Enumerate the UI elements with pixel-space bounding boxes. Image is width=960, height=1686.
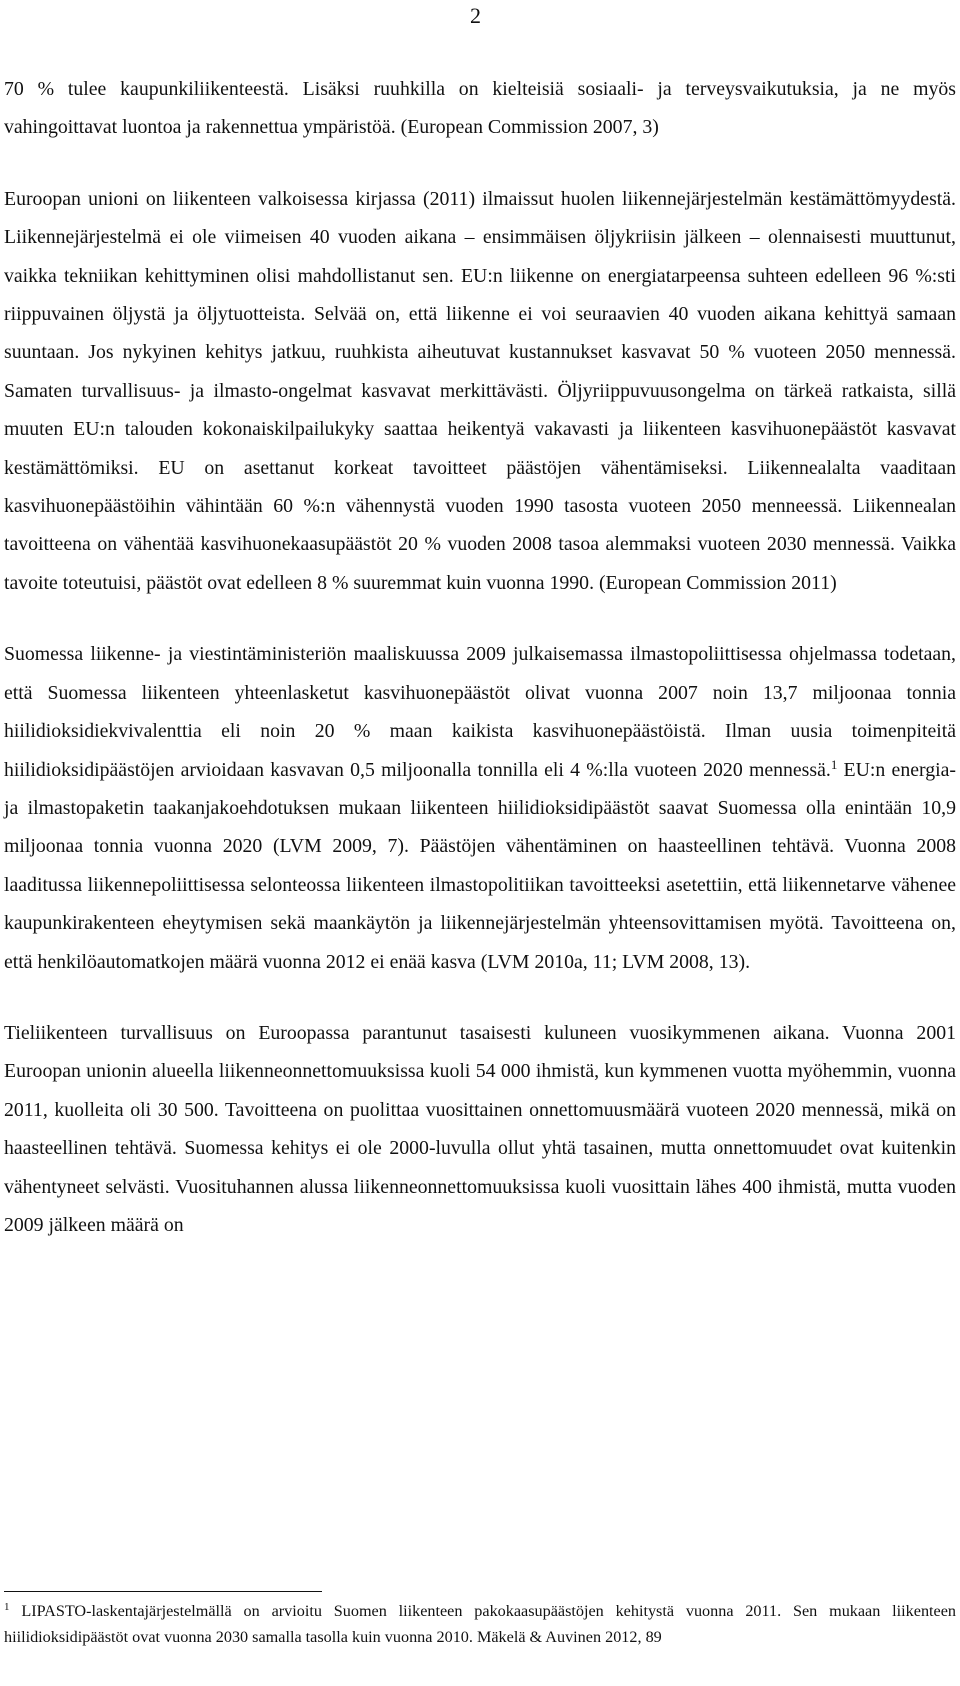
document-body [4, 70, 956, 1244]
paragraph-3 [4, 635, 956, 981]
paragraph-1: 70 % tulee kaupunkiliikenteestä. Lisäksi ruuhkilla on kielteisiä sosiaali- ja terveysvaikutuksia, ja ne myös vahingoittavat luontoa ja rakennettua ympäristöä. (European Commission 2007, 3) [4, 78, 956, 139]
footnote-separator [4, 1591, 322, 1592]
paragraph-3-text-after-ref: EU:n energia- ja ilmastopaketin taakanjakoehdotuksen mukaan liikenteen hiilidioksidipäästöt saavat Suomessa olla enintään 10,9 miljoonaa tonnia vuonna 2020 (LVM 2009, 7). Päästöjen vähentäminen on haasteellinen tehtävä. Vuonna 2008 laaditussa liikennepoliittisessa selonteossa liikenteen ilmastopolitiikan tavoitteeksi asetettiin, että liikennetarve vähenee kaupunkirakenteen eheytymisen sekä maankäytön ja liikennejärjestelmän yhteensovittamisen myötä. Tavoitteena on, että henkilöautomatkojen määrä vuonna 2012 ei enää kasva (LVM 2010a, 11; LVM 2008, 13). [4, 758, 956, 973]
paragraph-4: Tieliikenteen turvallisuus on Euroopassa parantunut tasaisesti kuluneen vuosikymmenen aikana. Vuonna 2001 Euroopan unionin alueella liikenneonnettomuuksissa kuoli 54 000 ihmistä, kun kymmenen vuotta myöhemmin, vuonna 2011, kuolleita oli 30 500. Tavoitteena on puolittaa vuosittainen onnettomuusmäärä vuoteen 2020 mennessä, mikä on haasteellinen tehtävä. Suomessa kehitys ei ole 2000-luvulla ollut yhtä tasainen, mutta onnettomuudet ovat kuitenkin vähentyneet selvästi. Vuosituhannen alussa liikenneonnettomuuksissa kuoli vuosittain lähes 400 ihmistä, mutta vuoden 2009 jälkeen määrä on [4, 1021, 956, 1236]
footnote-mark: 1 [4, 1601, 10, 1613]
footnote-text: LIPASTO-laskentajärjestelmällä on arvioitu Suomen liikenteen pakokaasupäästöjen kehitystä vuonna 2011. Sen mukaan liikenteen hiilidioksidipäästöt ovat vuonna 2030 samalla tasolla kuin vuonna 2010. Mäkelä & Auvinen 2012, 89 [4, 1602, 956, 1646]
footnote-reference[interactable]: 1 [830, 756, 838, 772]
paragraph-3-text-before-ref: Suomessa liikenne- ja viestintäministeriön maaliskuussa 2009 julkaisemassa ilmastopoliittisessa ohjelmassa todetaan, että Suomessa liikenteen yhteenlasketut kasvihuonepäästöt olivat vuonna 2007 noin 13,7 miljoonaa tonnia hiilidioksidiekvivalenttia eli noin 20 % maan kaikista kasvihuonepäästöistä. Ilman uusia toimenpiteitä hiilidioksidipäästöjen arvioidaan kasvavan 0,5 miljoonalla tonnilla eli 4 %:lla vuoteen 2020 mennessä. [4, 643, 956, 781]
footnote [4, 1598, 956, 1650]
paragraph-2: Euroopan unioni on liikenteen valkoisessa kirjassa (2011) ilmaissut huolen liikennejärjestelmän kestämättömyydestä. Liikennejärjestelmä ei ole viimeisen 40 vuoden aikana – ensimmäisen öljykriisin jälkeen – olennaisesti muuttunut, vaikka tekniikan kehittyminen olisi mahdollistanut sen. EU:n liikenne on energiatarpeensa suhteen edelleen 96 %:sti riippuvainen öljystä ja öljytuotteista. Selvää on, että liikenne ei voi seuraavien 40 vuoden aikana kehittyä samaan suuntaan. Jos nykyinen kehitys jatkuu, ruuhkista aiheutuvat kustannukset kasvavat 50 % vuoteen 2050 mennessä. Samaten turvallisuus- ja ilmasto-ongelmat kasvavat merkittävästi. Öljyriippuvuusongelma on tärkeä ratkaista, sillä muuten EU:n talouden kokonaiskilpailukyky saattaa heikentyä vakavasti ja liikenteen kasvihuonepäästöt kasvavat kestämättömiksi. EU on asettanut korkeat tavoitteet päästöjen vähentämiseksi. Liikennealalta vaaditaan kasvihuonepäästöihin vähintään 60 %:n vähennystä vuoden 1990 tasosta vuoteen 2050 menneessä. Liikennealan tavoitteena on vähentää kasvihuonekaasupäästöt 20 % vuoden 2008 tasoa alemmaksi vuoteen 2030 mennessä. Vaikka tavoite toteutuisi, päästöt ovat edelleen 8 % suuremmat kuin vuonna 1990. (European Commission 2011) [4, 187, 956, 594]
page-number: 2 [470, 3, 481, 28]
